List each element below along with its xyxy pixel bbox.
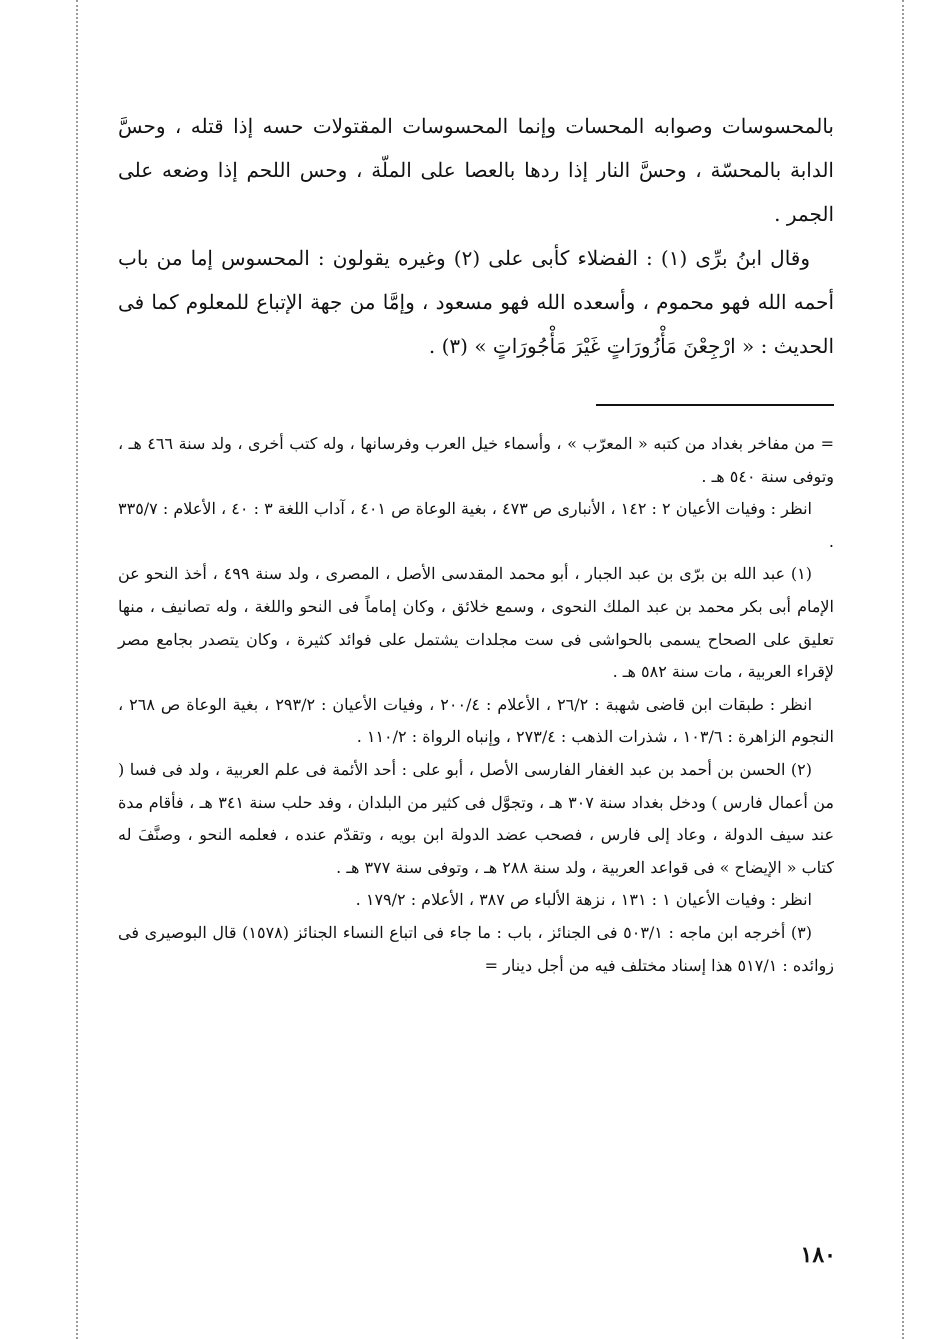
footnote-2: (٢) الحسن بن أحمد بن عبد الغفار الفارسى الأصل ، أبو على : أحد الأئمة فى علم العربية ، ولد فى فسا ( من أعمال فارس ) ودخل بغداد سنة ٣٠٧ هـ ، وتجوَّل فى كثير من البلدان ، وفد حلب سنة ٣٤١ هـ ، فأقام مدة عند سيف الدولة ، وعاد إلى فارس ، فصحب عضد الدولة ابن بويه ، وتقدّم عنده ، فعلمه النحو ، وصنَّفَ له كتاب « الإيضاح » فى قواعد العربية ، ولد سنة ٢٨٨ هـ ، وتوفى سنة ٣٧٧ هـ . <box>118 759 834 877</box>
footnote-references-1: انظر : وفيات الأعيان ٢ : ١٤٢ ، الأنبارى ص ٤٧٣ ، بغية الوعاة ص ٤٠١ ، آداب اللغة ٣ : ٤٠ ، الأعلام : ٣٣٥/٧ . <box>118 499 834 551</box>
page-number: ١٨٠ <box>800 1242 836 1268</box>
footnote-1: (١) عبد الله بن برّى بن عبد الجبار ، أبو محمد المقدسى الأصل ، المصرى ، ولد سنة ٤٩٩ ، أخذ النحو عن الإمام أبى بكر محمد بن عبد الملك النحوى ، وسمع خلائق ، وكان إماماً فى النحو واللغة ، وله تصانيف ، منها تعليق على الصحاح يسمى بالحواشى فى ست مجلدات يشتمل على فوائد كثيرة ، وكان يتصدر بجامع مصر لإقراء العربية ، مات سنة ٥٨٢ هـ . <box>118 564 834 682</box>
footnote-references-3: انظر : وفيات الأعيان ١ : ١٣١ ، نزهة الألباء ص ٣٨٧ ، الأعلام : ١٧٩/٢ . <box>355 890 812 910</box>
footnotes <box>118 428 834 982</box>
footnote-separator <box>596 404 834 406</box>
main-paragraph-1: بالمحسوسات وصوابه المحسات وإنما المحسوسات المقتولات حسه إذا قتله ، وحسَّ الدابة بالمحسّة ، وحسَّ النار إذا ردها بالعصا على الملّة ، وحس اللحم إذا وضعه على الجمر . <box>118 114 834 226</box>
footnote-continuation: = من مفاخر بغداد من كتبه « المعرّب » ، وأسماء خيل العرب وفرسانها ، وله كتب أخرى ، ولد سنة ٤٦٦ هـ ، وتوفى سنة ٥٤٠ هـ . <box>118 434 834 486</box>
binding-edge-right <box>902 0 904 1339</box>
main-paragraph-2: وقال ابنُ برِّى (١) : الفضلاء كأبى على (٢) وغيره يقولون : المحسوس إما من باب أحمه الله فهو محموم ، وأسعده الله فهو مسعود ، وإمَّا من جهة الإتباع للمعلوم كما فى الحديث : « ارْجِعْنَ مَأْزُورَاتٍ غَيْرَ مَأْجُورَاتٍ » (٣) . <box>118 246 834 358</box>
main-text <box>118 104 834 368</box>
binding-edge-left <box>76 0 78 1339</box>
footnote-references-2: انظر : طبقات ابن قاضى شهبة : ٢٦/٢ ، الأعلام : ٢٠٠/٤ ، وفيات الأعيان : ٢٩٣/٢ ، بغية الوعاة ص ٢٦٨ ، النجوم الزاهرة : ١٠٣/٦ ، شذرات الذهب : ٢٧٣/٤ ، وإنباه الرواة : ١١٠/٢ . <box>118 694 834 747</box>
footnote-3: (٣) أخرجه ابن ماجه : ٥٠٣/١ فى الجنائز ، باب : ما جاء فى اتباع النساء الجنائز (١٥٧٨) قال البوصيرى فى زوائده : ٥١٧/١ هذا إسناد مختلف فيه من أجل دينار = <box>118 922 834 975</box>
